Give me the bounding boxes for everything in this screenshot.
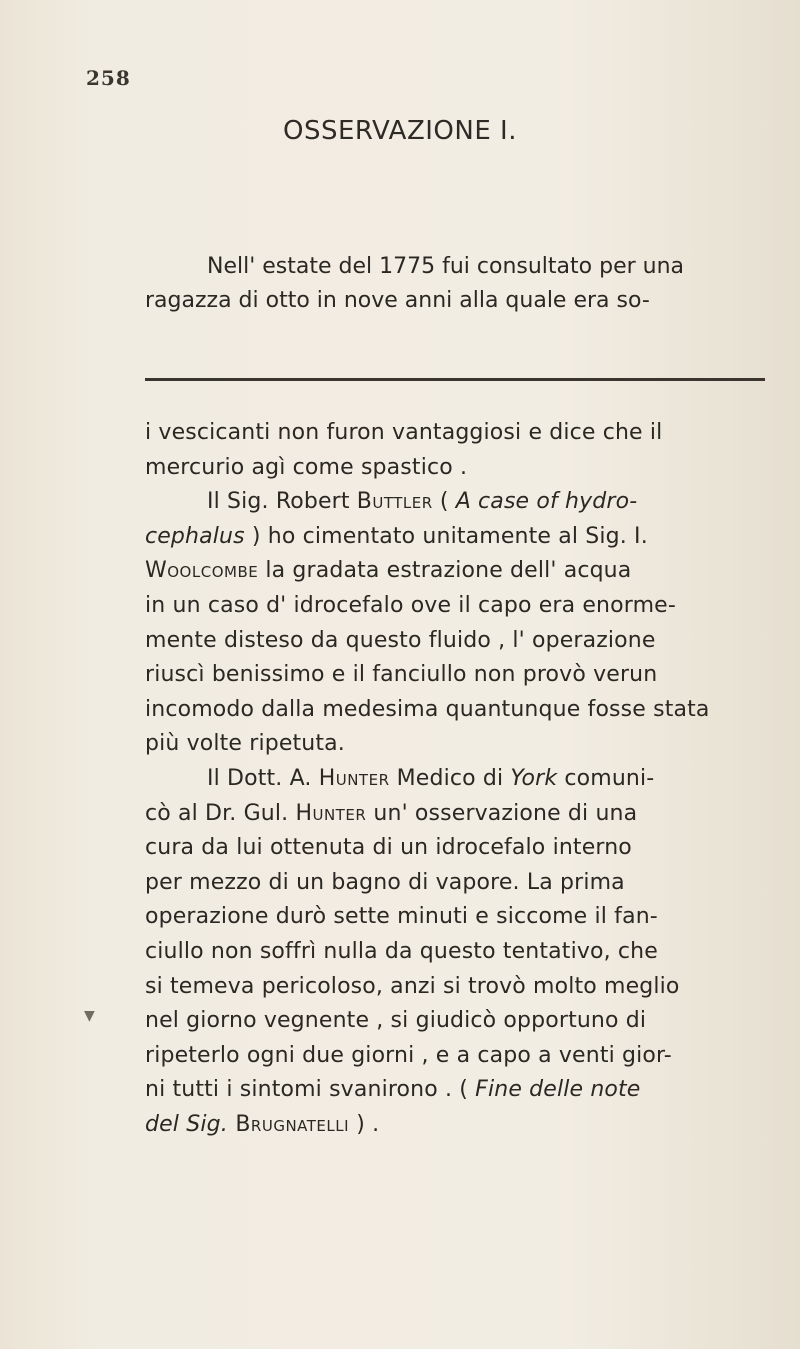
note-end-marker: del Sig.	[145, 1111, 228, 1137]
page-number: 258	[86, 66, 131, 90]
author-name: Hunter	[318, 765, 390, 791]
footnote-line	[145, 485, 765, 520]
section-heading: OSSERVAZIONE I.	[283, 116, 517, 146]
footnote-line	[145, 797, 765, 832]
footnote-line: mente disteso da questo fluido , l' operazione	[145, 627, 656, 653]
footnote-text: Il Sig. Robert	[207, 489, 357, 515]
footnote-text: cò al Dr. Gul.	[145, 800, 296, 826]
footnote-line: cura da lui ottenuta di un idrocefalo interno	[145, 835, 632, 861]
footnote-divider	[145, 378, 765, 381]
author-name: Buttler	[356, 489, 433, 515]
footnotes	[145, 416, 765, 1142]
footnote-line: i vescicanti non furon vantaggiosi e dice che il	[145, 420, 663, 445]
note-end-marker: Fine delle note	[475, 1077, 641, 1103]
footnote-line: incomodo dalla medesima quantunque fosse stata	[145, 696, 710, 722]
footnote-text: la gradata estrazione dell' acqua	[258, 558, 632, 584]
footnote-line: nel giorno vegnente , si giudicò opportuno di	[145, 1008, 647, 1034]
work-title: A case of hydro-	[455, 489, 638, 515]
footnote-line: riuscì benissimo e il fanciullo non provò verun	[145, 662, 658, 688]
footnote-text: ) ho cimentato unitamente al Sig. I.	[244, 523, 648, 549]
footnote-line: si temeva pericoloso, anzi si trovò molto meglio	[145, 973, 680, 999]
place-name: York	[510, 765, 558, 791]
author-name: Hunter	[295, 800, 367, 826]
footnote-text: Il Dott. A.	[207, 765, 319, 791]
work-title: cephalus	[145, 523, 245, 549]
footnote-line: ciullo non soffrì nulla da questo tentativo, che	[145, 938, 658, 964]
footnote-line	[145, 520, 765, 555]
footnote-line	[145, 762, 765, 797]
footnote-line	[145, 1073, 765, 1108]
main-text-line: Nell' estate del 1775 fui consultato per una	[207, 254, 685, 279]
footnote-line: mercurio agì come spastico .	[145, 454, 468, 480]
footnote-line: per mezzo di un bagno di vapore. La prima	[145, 869, 625, 895]
footnote-line: in un caso d' idrocefalo ove il capo era enorme-	[145, 592, 676, 618]
main-text-line: ragazza di otto in nove anni alla quale era so-	[145, 288, 650, 313]
footnote-text: ) .	[349, 1111, 380, 1137]
footnote-line	[145, 554, 765, 589]
footnote-line: operazione durò sette minuti e siccome il fan-	[145, 904, 658, 930]
footnote-text: comuni-	[557, 765, 655, 791]
footnote-text: (	[432, 489, 456, 515]
author-name: Brugnatelli	[227, 1111, 350, 1137]
footnote-text: un' osservazione di una	[366, 800, 638, 826]
main-text	[145, 250, 765, 318]
footnote-line	[145, 1108, 765, 1143]
author-name: Woolcombe	[145, 558, 259, 584]
footnote-text: Medico di	[389, 765, 511, 791]
footnote-line: ripeterlo ogni due giorni , e a capo a venti gior-	[145, 1042, 672, 1068]
ink-smudge-icon: ▼	[84, 1008, 95, 1024]
footnote-line: più volte ripetuta.	[145, 731, 345, 757]
footnote-text: ni tutti i sintomi svanirono . (	[145, 1077, 476, 1103]
